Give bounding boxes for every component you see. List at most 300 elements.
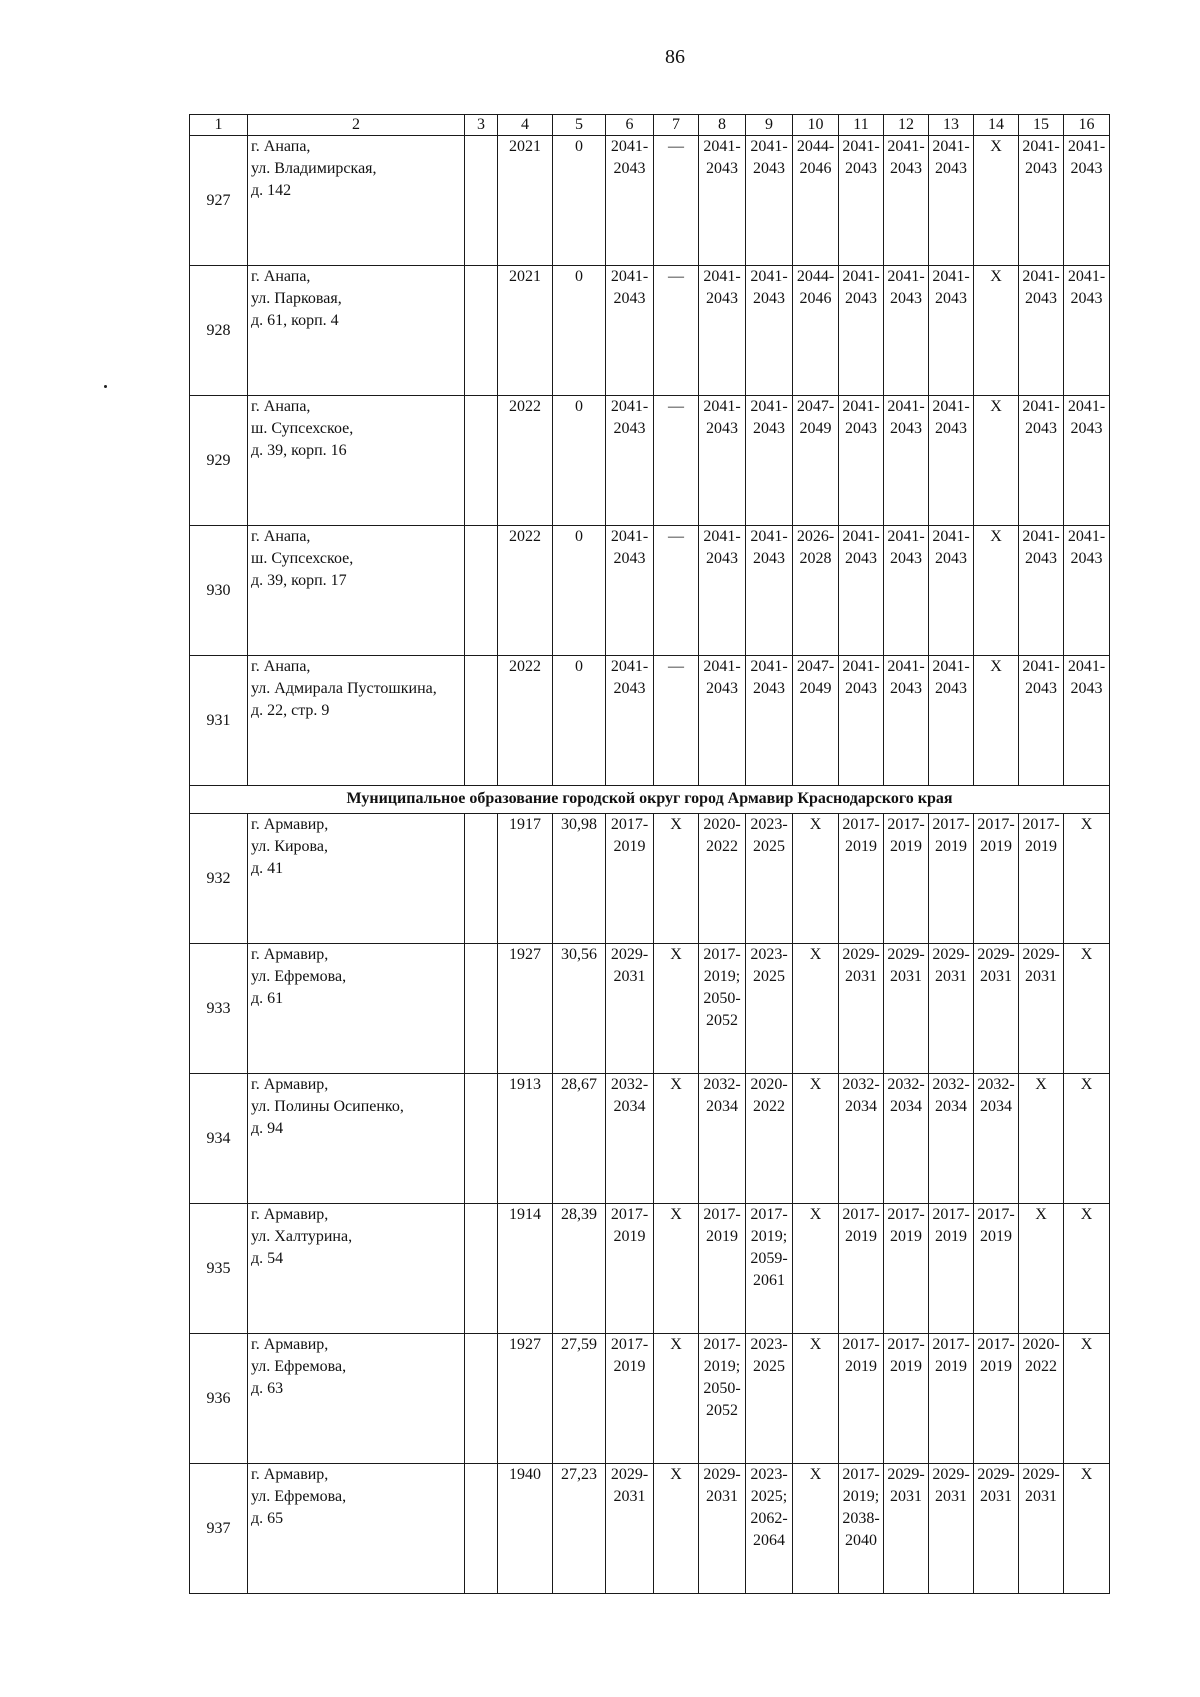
col-5-line: 30,98 (561, 816, 597, 833)
col-11-line: 2019 (845, 838, 877, 855)
col-7-line: — (668, 658, 684, 675)
row-number: 927 (190, 136, 248, 266)
col-8-cell (699, 396, 746, 526)
col-12-line: 2043 (890, 160, 922, 177)
address-cell (248, 944, 465, 1074)
col-8-line: 2019; (703, 968, 741, 985)
col-11-cell (839, 396, 884, 526)
col-8-line: 2041- (703, 398, 741, 415)
col-11-cell (839, 814, 884, 944)
col-11-line: 2038- (842, 1510, 880, 1527)
col-16-line: 2041- (1067, 658, 1106, 675)
address-cell (248, 1464, 465, 1594)
col-6-line: 2043 (613, 290, 646, 307)
col-5-line: 27,23 (561, 1466, 597, 1483)
col-16-line: 2043 (1070, 550, 1103, 567)
col-8-line: 2041- (703, 268, 741, 285)
col-16-cell (1064, 1074, 1110, 1204)
address-line: д. 39, корп. 16 (251, 442, 347, 459)
col-3-cell (465, 656, 498, 786)
col-9-line: 2025 (753, 1358, 785, 1375)
col-16-line: 2043 (1070, 160, 1103, 177)
col-6-cell (606, 396, 654, 526)
col-9-line: 2041- (750, 658, 788, 675)
col-6-cell (606, 944, 654, 1074)
col-11-line: 2017- (842, 816, 880, 833)
col-12-cell (884, 526, 929, 656)
col-10-line: 2046 (799, 290, 832, 307)
col-3-cell (465, 944, 498, 1074)
address-line: д. 142 (251, 182, 292, 199)
col-11-line: 2019 (845, 1358, 877, 1375)
table-row (190, 266, 1110, 396)
row-number: 933 (190, 944, 248, 1074)
col-11-cell (839, 1334, 884, 1464)
table-row (190, 656, 1110, 786)
col-11-cell (839, 526, 884, 656)
col-10-line: 2049 (799, 420, 832, 437)
col-8-line: 2017- (703, 1206, 741, 1223)
col-9-line: 2043 (753, 550, 785, 567)
col-5-line: 30,56 (561, 946, 597, 963)
col-3-cell (465, 526, 498, 656)
col-14-line: 2017- (977, 816, 1015, 833)
col-15-cell (1019, 136, 1064, 266)
col-4-line: 2022 (509, 528, 541, 545)
col-9-line: 2041- (750, 138, 788, 155)
col-7-cell (654, 266, 699, 396)
col-14-line: X (990, 528, 1002, 545)
col-13-cell (929, 1204, 974, 1334)
col-11-line: 2017- (842, 1206, 880, 1223)
header-cell-1: 1 (190, 115, 248, 136)
table-row (190, 1204, 1110, 1334)
page-number: 86 (665, 46, 685, 68)
col-16-line: X (1080, 946, 1093, 963)
col-9-line: 2022 (753, 1098, 785, 1115)
col-3-cell (465, 814, 498, 944)
header-cell-15: 15 (1019, 115, 1064, 136)
col-14-line: 2031 (980, 1488, 1012, 1505)
header-cell-12: 12 (884, 115, 929, 136)
col-9-cell (746, 1204, 793, 1334)
col-6-line: 2041- (610, 658, 649, 675)
col-6-line: 2041- (610, 528, 649, 545)
address-cell (248, 814, 465, 944)
col-12-line: 2043 (890, 550, 922, 567)
col-10-line: 2044- (796, 268, 835, 285)
col-8-line: 2032- (703, 1076, 741, 1093)
col-13-cell (929, 1074, 974, 1204)
col-4-cell (498, 1074, 553, 1204)
col-9-cell (746, 266, 793, 396)
col-3-cell (465, 136, 498, 266)
col-10-line: 2046 (799, 160, 832, 177)
col-8-line: 2043 (706, 160, 738, 177)
col-11-cell (839, 266, 884, 396)
col-13-line: 2017- (932, 816, 970, 833)
header-cell-5: 5 (553, 115, 606, 136)
col-12-cell (884, 1074, 929, 1204)
address-line: г. Анапа, (251, 138, 311, 155)
col-9-cell (746, 656, 793, 786)
col-15-line: 2043 (1025, 160, 1057, 177)
col-5-cell (553, 944, 606, 1074)
header-cell-14: 14 (974, 115, 1019, 136)
col-8-line: 2041- (703, 528, 741, 545)
col-10-cell (793, 814, 839, 944)
col-13-line: 2041- (932, 268, 970, 285)
col-12-line: 2017- (887, 1336, 925, 1353)
col-8-cell (699, 1204, 746, 1334)
col-14-line: X (990, 268, 1002, 285)
col-12-line: 2032- (887, 1076, 925, 1093)
col-6-line: 2017- (610, 816, 649, 833)
col-7-cell (654, 944, 699, 1074)
col-15-line: 2041- (1022, 138, 1060, 155)
col-16-line: 2043 (1070, 680, 1103, 697)
col-12-cell (884, 1334, 929, 1464)
col-16-line: 2043 (1070, 420, 1103, 437)
col-10-line: X (809, 1466, 822, 1483)
col-6-line: 2017- (610, 1336, 649, 1353)
address-line: г. Армавир, (251, 946, 329, 963)
col-8-line: 2029- (703, 1466, 741, 1483)
row-number: 928 (190, 266, 248, 396)
col-16-cell (1064, 944, 1110, 1074)
address-line: ул. Ефремова, (251, 1488, 347, 1505)
col-12-cell (884, 656, 929, 786)
address-line: д. 22, стр. 9 (251, 702, 330, 719)
col-13-line: 2019 (935, 1358, 967, 1375)
col-13-line: 2031 (935, 968, 967, 985)
col-12-cell (884, 1204, 929, 1334)
col-6-cell (606, 526, 654, 656)
address-line: г. Армавир, (251, 1076, 329, 1093)
col-9-cell (746, 396, 793, 526)
col-11-line: 2041- (842, 138, 880, 155)
col-13-line: 2032- (932, 1076, 970, 1093)
col-9-cell (746, 1334, 793, 1464)
col-8-cell (699, 1074, 746, 1204)
col-6-line: 2034 (613, 1098, 646, 1115)
header-cell-6: 6 (606, 115, 654, 136)
col-13-line: 2041- (932, 398, 970, 415)
row-number: 931 (190, 656, 248, 786)
col-6-cell (606, 814, 654, 944)
col-14-cell (974, 1074, 1019, 1204)
col-13-line: 2017- (932, 1336, 970, 1353)
col-8-line: 2043 (706, 550, 738, 567)
col-10-line: X (809, 946, 822, 963)
row-number: 936 (190, 1334, 248, 1464)
col-3-cell (465, 1204, 498, 1334)
col-4-cell (498, 944, 553, 1074)
col-10-cell (793, 526, 839, 656)
col-6-cell (606, 1074, 654, 1204)
row-number: 934 (190, 1074, 248, 1204)
row-number: 935 (190, 1204, 248, 1334)
col-5-cell (553, 136, 606, 266)
col-10-line: X (809, 1076, 822, 1093)
col-4-line: 2022 (509, 658, 541, 675)
col-3-cell (465, 1334, 498, 1464)
col-14-line: 2031 (980, 968, 1012, 985)
col-4-cell (498, 1464, 553, 1594)
col-13-line: 2029- (932, 946, 970, 963)
col-7-line: X (670, 1076, 682, 1093)
col-6-cell (606, 1204, 654, 1334)
address-line: д. 61, корп. 4 (251, 312, 339, 329)
address-line: д. 54 (251, 1250, 284, 1267)
col-14-line: X (990, 138, 1002, 155)
col-12-line: 2029- (887, 946, 925, 963)
col-14-cell (974, 1334, 1019, 1464)
col-12-cell (884, 944, 929, 1074)
col-8-line: 2041- (703, 138, 741, 155)
col-11-line: 2019 (845, 1228, 877, 1245)
col-16-cell (1064, 1204, 1110, 1334)
col-5-cell (553, 656, 606, 786)
col-9-line: 2043 (753, 420, 785, 437)
col-8-cell (699, 266, 746, 396)
table-row (190, 814, 1110, 944)
col-8-cell (699, 944, 746, 1074)
col-5-line: 0 (575, 398, 583, 415)
address-line: ул. Владимирская, (251, 160, 377, 177)
col-9-cell (746, 136, 793, 266)
col-10-line: X (809, 1206, 822, 1223)
address-line: ш. Супсехское, (251, 420, 354, 437)
col-9-line: 2043 (753, 160, 785, 177)
address-cell (248, 266, 465, 396)
col-9-line: 2020- (750, 1076, 788, 1093)
col-11-line: 2029- (842, 946, 880, 963)
col-8-line: 2043 (706, 420, 738, 437)
col-14-line: 2032- (977, 1076, 1015, 1093)
col-13-line: 2043 (935, 160, 967, 177)
section-row (190, 786, 1110, 814)
col-13-cell (929, 944, 974, 1074)
header-cell-3: 3 (465, 115, 498, 136)
col-8-cell (699, 1464, 746, 1594)
address-cell (248, 656, 465, 786)
address-line: г. Армавир, (251, 1206, 329, 1223)
col-6-line: 2041- (610, 268, 649, 285)
address-line: д. 61 (251, 990, 284, 1007)
col-10-line: 2047- (796, 658, 835, 675)
address-line: ул. Парковая, (251, 290, 342, 307)
col-13-line: 2031 (935, 1488, 967, 1505)
col-7-line: X (670, 1206, 682, 1223)
col-13-line: 2043 (935, 550, 967, 567)
col-9-line: 2043 (753, 680, 785, 697)
col-5-line: 27,59 (561, 1336, 597, 1353)
col-12-cell (884, 814, 929, 944)
col-15-line: 2043 (1025, 550, 1057, 567)
col-15-cell (1019, 656, 1064, 786)
col-16-line: X (1080, 1206, 1093, 1223)
col-16-cell (1064, 526, 1110, 656)
header-cell-4: 4 (498, 115, 553, 136)
col-15-line: 2019 (1025, 838, 1057, 855)
col-6-cell (606, 136, 654, 266)
address-line: ш. Супсехское, (251, 550, 354, 567)
col-14-line: 2019 (980, 1228, 1012, 1245)
table-row (190, 1464, 1110, 1594)
col-7-cell (654, 1334, 699, 1464)
row-number: 937 (190, 1464, 248, 1594)
col-16-line: 2041- (1067, 268, 1106, 285)
col-8-line: 2052 (706, 1402, 738, 1419)
col-16-cell (1064, 1464, 1110, 1594)
col-12-line: 2017- (887, 816, 925, 833)
col-16-cell (1064, 656, 1110, 786)
col-16-line: 2043 (1070, 290, 1103, 307)
col-6-cell (606, 1334, 654, 1464)
col-7-cell (654, 1464, 699, 1594)
col-15-cell (1019, 814, 1064, 944)
col-7-line: — (668, 268, 684, 285)
col-9-cell (746, 526, 793, 656)
col-13-cell (929, 396, 974, 526)
col-11-line: 2043 (845, 680, 877, 697)
col-5-cell (553, 814, 606, 944)
col-12-cell (884, 1464, 929, 1594)
col-14-line: X (990, 658, 1002, 675)
col-5-line: 0 (575, 138, 583, 155)
col-7-cell (654, 814, 699, 944)
col-13-cell (929, 136, 974, 266)
col-11-cell (839, 656, 884, 786)
col-10-cell (793, 1074, 839, 1204)
col-10-line: 2044- (796, 138, 835, 155)
table-row (190, 1074, 1110, 1204)
address-cell (248, 1074, 465, 1204)
col-14-cell (974, 396, 1019, 526)
address-line: г. Анапа, (251, 268, 311, 285)
col-16-line: 2041- (1067, 398, 1106, 415)
col-10-cell (793, 1334, 839, 1464)
col-6-line: 2017- (610, 1206, 649, 1223)
col-13-line: 2043 (935, 420, 967, 437)
col-9-line: 2041- (750, 528, 788, 545)
col-11-cell (839, 944, 884, 1074)
section-title: Муниципальное образование городской округ город Армавир Краснодарского края (190, 786, 1110, 814)
col-12-line: 2043 (890, 680, 922, 697)
col-8-line: 2043 (706, 290, 738, 307)
col-11-cell (839, 1464, 884, 1594)
col-12-line: 2041- (887, 268, 925, 285)
col-16-line: X (1080, 816, 1093, 833)
col-14-cell (974, 1204, 1019, 1334)
col-10-line: X (809, 1336, 822, 1353)
col-9-line: 2041- (750, 268, 788, 285)
col-11-line: 2040 (845, 1532, 877, 1549)
col-11-line: 2043 (845, 290, 877, 307)
col-10-line: 2028 (799, 550, 832, 567)
col-8-line: 2050- (703, 1380, 741, 1397)
col-9-cell (746, 944, 793, 1074)
col-14-line: 2017- (977, 1336, 1015, 1353)
col-4-cell (498, 1204, 553, 1334)
col-4-cell (498, 526, 553, 656)
col-8-line: 2019; (703, 1358, 741, 1375)
col-15-line: 2041- (1022, 528, 1060, 545)
col-15-line: 2029- (1022, 946, 1060, 963)
address-line: г. Армавир, (251, 1466, 329, 1483)
col-9-cell (746, 814, 793, 944)
col-12-line: 2017- (887, 1206, 925, 1223)
scan-speck (104, 385, 107, 388)
col-6-cell (606, 266, 654, 396)
col-9-line: 2023- (750, 946, 788, 963)
col-15-line: 2031 (1025, 968, 1057, 985)
col-11-cell (839, 136, 884, 266)
col-13-line: 2017- (932, 1206, 970, 1223)
col-15-line: 2022 (1025, 1358, 1057, 1375)
col-9-line: 2061 (753, 1272, 785, 1289)
col-15-line: 2017- (1022, 816, 1060, 833)
col-6-line: 2019 (613, 1228, 646, 1245)
col-13-line: 2034 (935, 1098, 967, 1115)
address-line: д. 41 (251, 860, 284, 877)
col-5-cell (553, 526, 606, 656)
address-line: д. 65 (251, 1510, 284, 1527)
col-6-line: 2029- (610, 946, 649, 963)
col-12-line: 2031 (890, 968, 922, 985)
col-14-cell (974, 136, 1019, 266)
col-5-cell (553, 266, 606, 396)
col-11-cell (839, 1204, 884, 1334)
col-8-cell (699, 136, 746, 266)
col-4-line: 2022 (509, 398, 541, 415)
row-number: 930 (190, 526, 248, 656)
col-7-cell (654, 136, 699, 266)
col-13-cell (929, 526, 974, 656)
col-12-line: 2041- (887, 658, 925, 675)
table-row (190, 526, 1110, 656)
col-12-line: 2019 (890, 838, 922, 855)
col-14-cell (974, 1464, 1019, 1594)
col-16-cell (1064, 814, 1110, 944)
col-5-line: 0 (575, 268, 583, 285)
col-15-cell (1019, 396, 1064, 526)
col-14-cell (974, 814, 1019, 944)
col-6-line: 2043 (613, 680, 646, 697)
col-11-line: 2041- (842, 658, 880, 675)
col-15-cell (1019, 1464, 1064, 1594)
col-13-cell (929, 266, 974, 396)
address-line: ул. Халтурина, (251, 1228, 353, 1245)
col-3-cell (465, 1074, 498, 1204)
header-cell-7: 7 (654, 115, 699, 136)
col-12-cell (884, 396, 929, 526)
col-13-line: 2019 (935, 1228, 967, 1245)
col-16-line: 2041- (1067, 138, 1106, 155)
col-6-line: 2043 (613, 420, 646, 437)
col-8-cell (699, 1334, 746, 1464)
col-12-line: 2031 (890, 1488, 922, 1505)
col-6-line: 2043 (613, 550, 646, 567)
col-4-line: 1914 (509, 1206, 541, 1223)
col-9-line: 2023- (750, 1466, 788, 1483)
col-16-cell (1064, 1334, 1110, 1464)
address-line: г. Армавир, (251, 816, 329, 833)
col-6-line: 2041- (610, 398, 649, 415)
header-cell-16: 16 (1064, 115, 1110, 136)
col-8-line: 2031 (706, 1488, 738, 1505)
